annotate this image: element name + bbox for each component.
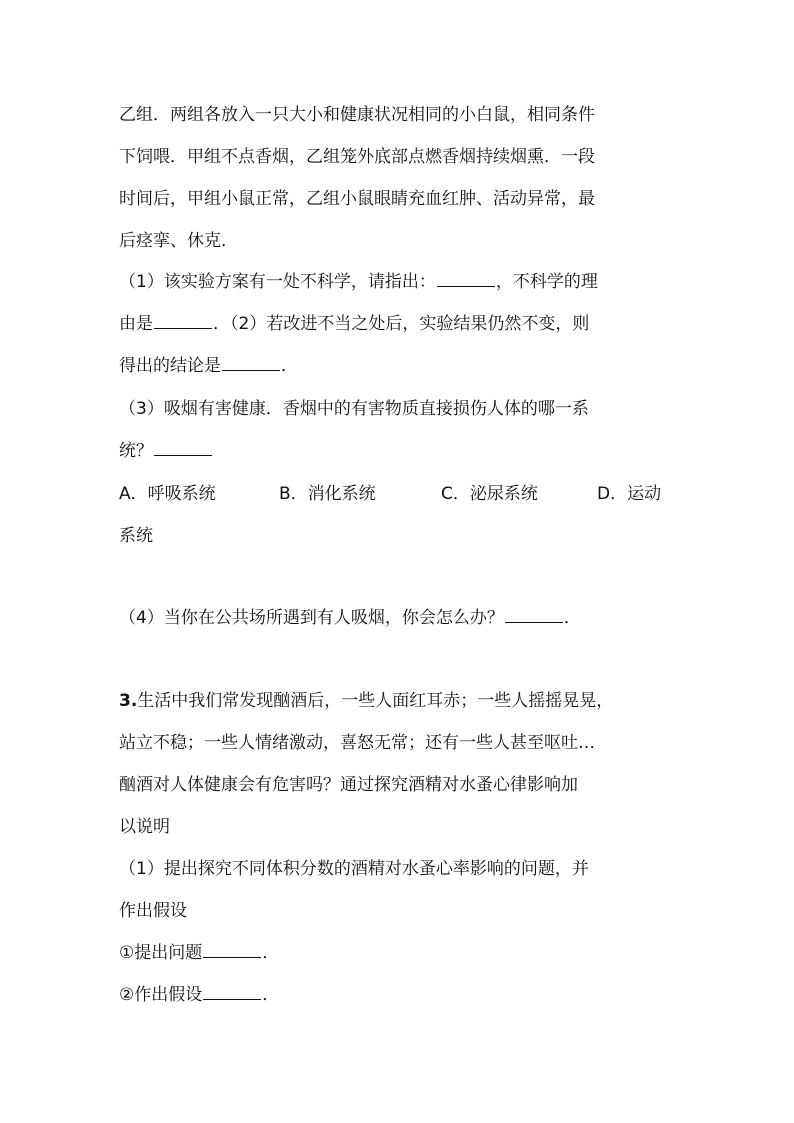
answer-blank[interactable] xyxy=(203,982,261,1000)
text-line: 下饲喂．甲组不点香烟，乙组笼外底部点燃香烟持续烟熏．一段 xyxy=(119,147,595,167)
question-text: 统？ xyxy=(119,441,153,461)
question-text: （1）该实验方案有一处不科学，请指出： xyxy=(119,272,436,292)
text-line: 以说明 xyxy=(119,817,170,837)
text-line: 乙组．两组各放入一只大小和健康状况相同的小白鼠，相同条件 xyxy=(119,105,595,125)
question-1-2 xyxy=(119,268,679,381)
question-text: 得出的结论是 xyxy=(119,356,221,376)
option-b[interactable]: B．消化系统 xyxy=(279,484,376,504)
question-text: ． xyxy=(563,608,581,628)
question-4 xyxy=(119,604,679,633)
text-line: 时间后，甲组小鼠正常，乙组小鼠眼睛充血红肿、活动异常，最 xyxy=(119,189,595,209)
text-line xyxy=(119,310,679,339)
answer-blank[interactable] xyxy=(222,353,280,371)
text-line: （3）吸烟有害健康．香烟中的有害物质直接损伤人体的哪一系 xyxy=(119,399,589,419)
question-text: ． xyxy=(262,985,280,1005)
text-line xyxy=(119,268,679,297)
question-text: （4）当你在公共场所遇到有人吸烟，你会怎么办？ xyxy=(119,608,504,628)
question-text: ①提出问题 xyxy=(119,943,203,963)
option-d-continued: 系统 xyxy=(119,526,153,546)
question-text: ． xyxy=(281,356,298,376)
problem-3 xyxy=(119,687,679,1010)
option-a[interactable]: A．呼吸系统 xyxy=(119,484,216,504)
question-text: ． xyxy=(262,943,280,963)
text-line xyxy=(119,981,679,1010)
text-line: （1）提出探究不同体积分数的酒精对水蚤心率影响的问题，并 xyxy=(119,859,589,879)
problem-number: 3. xyxy=(119,691,138,711)
intro-paragraph xyxy=(119,101,679,256)
text-line: 酗酒对人体健康会有危害吗？通过探究酒精对水蚤心律影响加 xyxy=(119,775,578,795)
answer-blank[interactable] xyxy=(154,438,212,456)
question-3 xyxy=(119,395,679,466)
option-d[interactable]: D．运动 xyxy=(597,484,662,504)
question-text: 生活中我们常发现酗酒后，一些人面红耳赤；一些人摇摇晃晃， xyxy=(137,691,614,711)
text-line: 作出假设 xyxy=(119,901,187,921)
text-line xyxy=(119,437,679,466)
text-line xyxy=(119,352,679,381)
text-line xyxy=(119,687,679,716)
question-text: ，不科学的理 xyxy=(495,272,598,292)
answer-blank[interactable] xyxy=(505,605,563,623)
answer-blank[interactable] xyxy=(437,269,495,287)
text-line xyxy=(119,939,679,968)
question-text: ．（2）若改进不当之处后，实验结果仍然不变，则 xyxy=(213,314,590,334)
question-text: 由是 xyxy=(119,314,153,334)
answer-blank[interactable] xyxy=(154,311,212,329)
text-line: 后痉挛、休克． xyxy=(119,231,238,251)
text-line: 站立不稳；一些人情绪激动，喜怒无常；还有一些人甚至呕吐… xyxy=(119,733,595,753)
answer-blank[interactable] xyxy=(203,940,261,958)
question-text: ②作出假设 xyxy=(119,985,203,1005)
text-line xyxy=(119,604,679,633)
option-c[interactable]: C．泌尿系统 xyxy=(441,484,538,504)
